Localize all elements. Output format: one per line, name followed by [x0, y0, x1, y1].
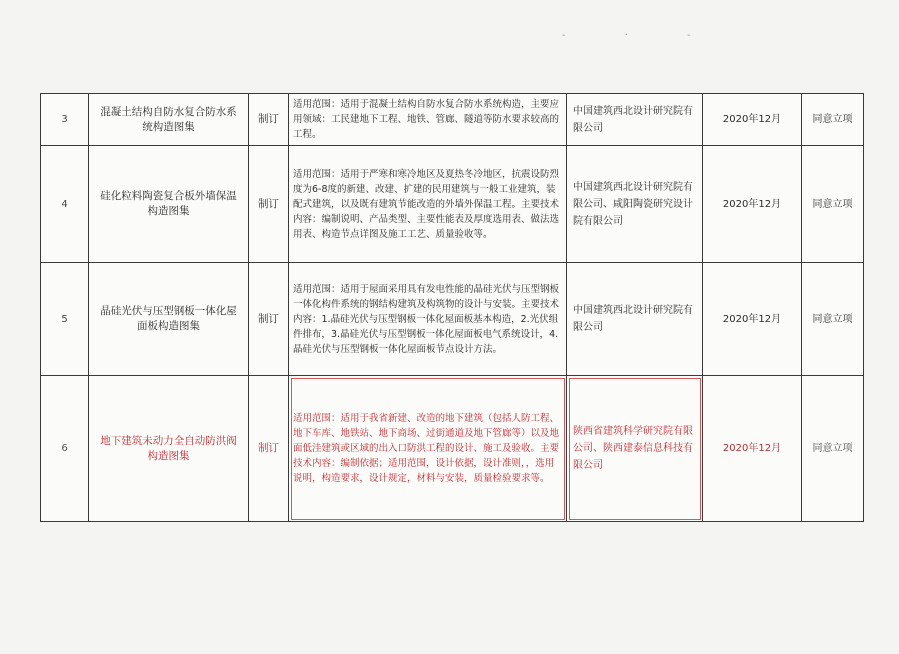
responsible-organization: 中国建筑西北设计研究院有限公司、咸阳陶瓷研究设计院有限公司 [567, 146, 703, 263]
table-row [41, 146, 864, 263]
project-description: 适用范围：适用于屋面采用具有发电性能的晶硅光伏与压型钢板一体化构件系统的钢结构建筑及构筑物的设计与安装。主要技术内容：1.晶硅光伏与压型钢板一体化屋面板基本构造，2.光伏组件排布，3.晶硅光伏与压型钢板一体化屋面板电气系统设计，4.晶硅光伏与压型钢板一体化屋面板节点设计方法。 [289, 263, 567, 376]
project-description: 适用范围：适用于混凝土结构自防水复合防水系统构造，主要应用领域：工民建地下工程、地铁、管廊、隧道等防水要求较高的工程。 [289, 94, 567, 146]
row-number: 4 [41, 146, 89, 263]
review-result: 同意立项 [802, 376, 864, 522]
row-number: 6 [41, 376, 89, 522]
responsible-organization: 陕西省建筑科学研究院有限公司、陕西建泰信息科技有限公司 [567, 376, 703, 522]
review-result: 同意立项 [802, 94, 864, 146]
responsible-organization: 中国建筑西北设计研究院有限公司 [567, 263, 703, 376]
project-name: 混凝土结构自防水复合防水系统构造图集 [89, 94, 249, 146]
completion-date: 2020年12月 [703, 94, 802, 146]
row-number: 5 [41, 263, 89, 376]
project-type: 制订 [249, 263, 289, 376]
review-result: 同意立项 [802, 263, 864, 376]
completion-date: 2020年12月 [703, 263, 802, 376]
row-number: 3 [41, 94, 89, 146]
project-name: 地下建筑未动力全自动防洪阀构造图集 [89, 376, 249, 522]
table-row [41, 94, 864, 146]
project-description: 适用范围：适用于我省新建、改造的地下建筑（包括人防工程、地下车库、地铁站、地下商场、过街通道及地下管廊等）以及地面低洼建筑或区域的出入口防洪工程的设计、施工及验收。主要技术内容：编制依据；适用范围，设计依据，设计准则，，选用说明，构造要求，设计规定，材料与安装，质量检验要求等。 [289, 376, 567, 522]
project-name: 晶硅光伏与压型钢板一体化屋面板构造图集 [89, 263, 249, 376]
project-name: 硅化粒料陶瓷复合板外墙保温构造图集 [89, 146, 249, 263]
project-type: 制订 [249, 146, 289, 263]
project-description: 适用范围：适用于严寒和寒冷地区及夏热冬冷地区，抗震设防烈度为6-8度的新建、改建、扩建的民用建筑与一般工业建筑，装配式建筑，以及既有建筑节能改造的外墙外保温工程。主要技术内容：编制说明、产品类型、主要性能表及厚度选用表、做法选用表、构造节点详图及施工工艺、质量验收等。 [289, 146, 567, 263]
review-result: 同意立项 [802, 146, 864, 263]
project-type: 制订 [249, 94, 289, 146]
completion-date: 2020年12月 [703, 146, 802, 263]
project-table [40, 93, 864, 522]
page-header-mark: - · - [562, 30, 719, 41]
project-table-wrapper [40, 93, 863, 522]
table-row [41, 376, 864, 522]
responsible-organization: 中国建筑西北设计研究院有限公司 [567, 94, 703, 146]
table-row [41, 263, 864, 376]
completion-date: 2020年12月 [703, 376, 802, 522]
project-type: 制订 [249, 376, 289, 522]
